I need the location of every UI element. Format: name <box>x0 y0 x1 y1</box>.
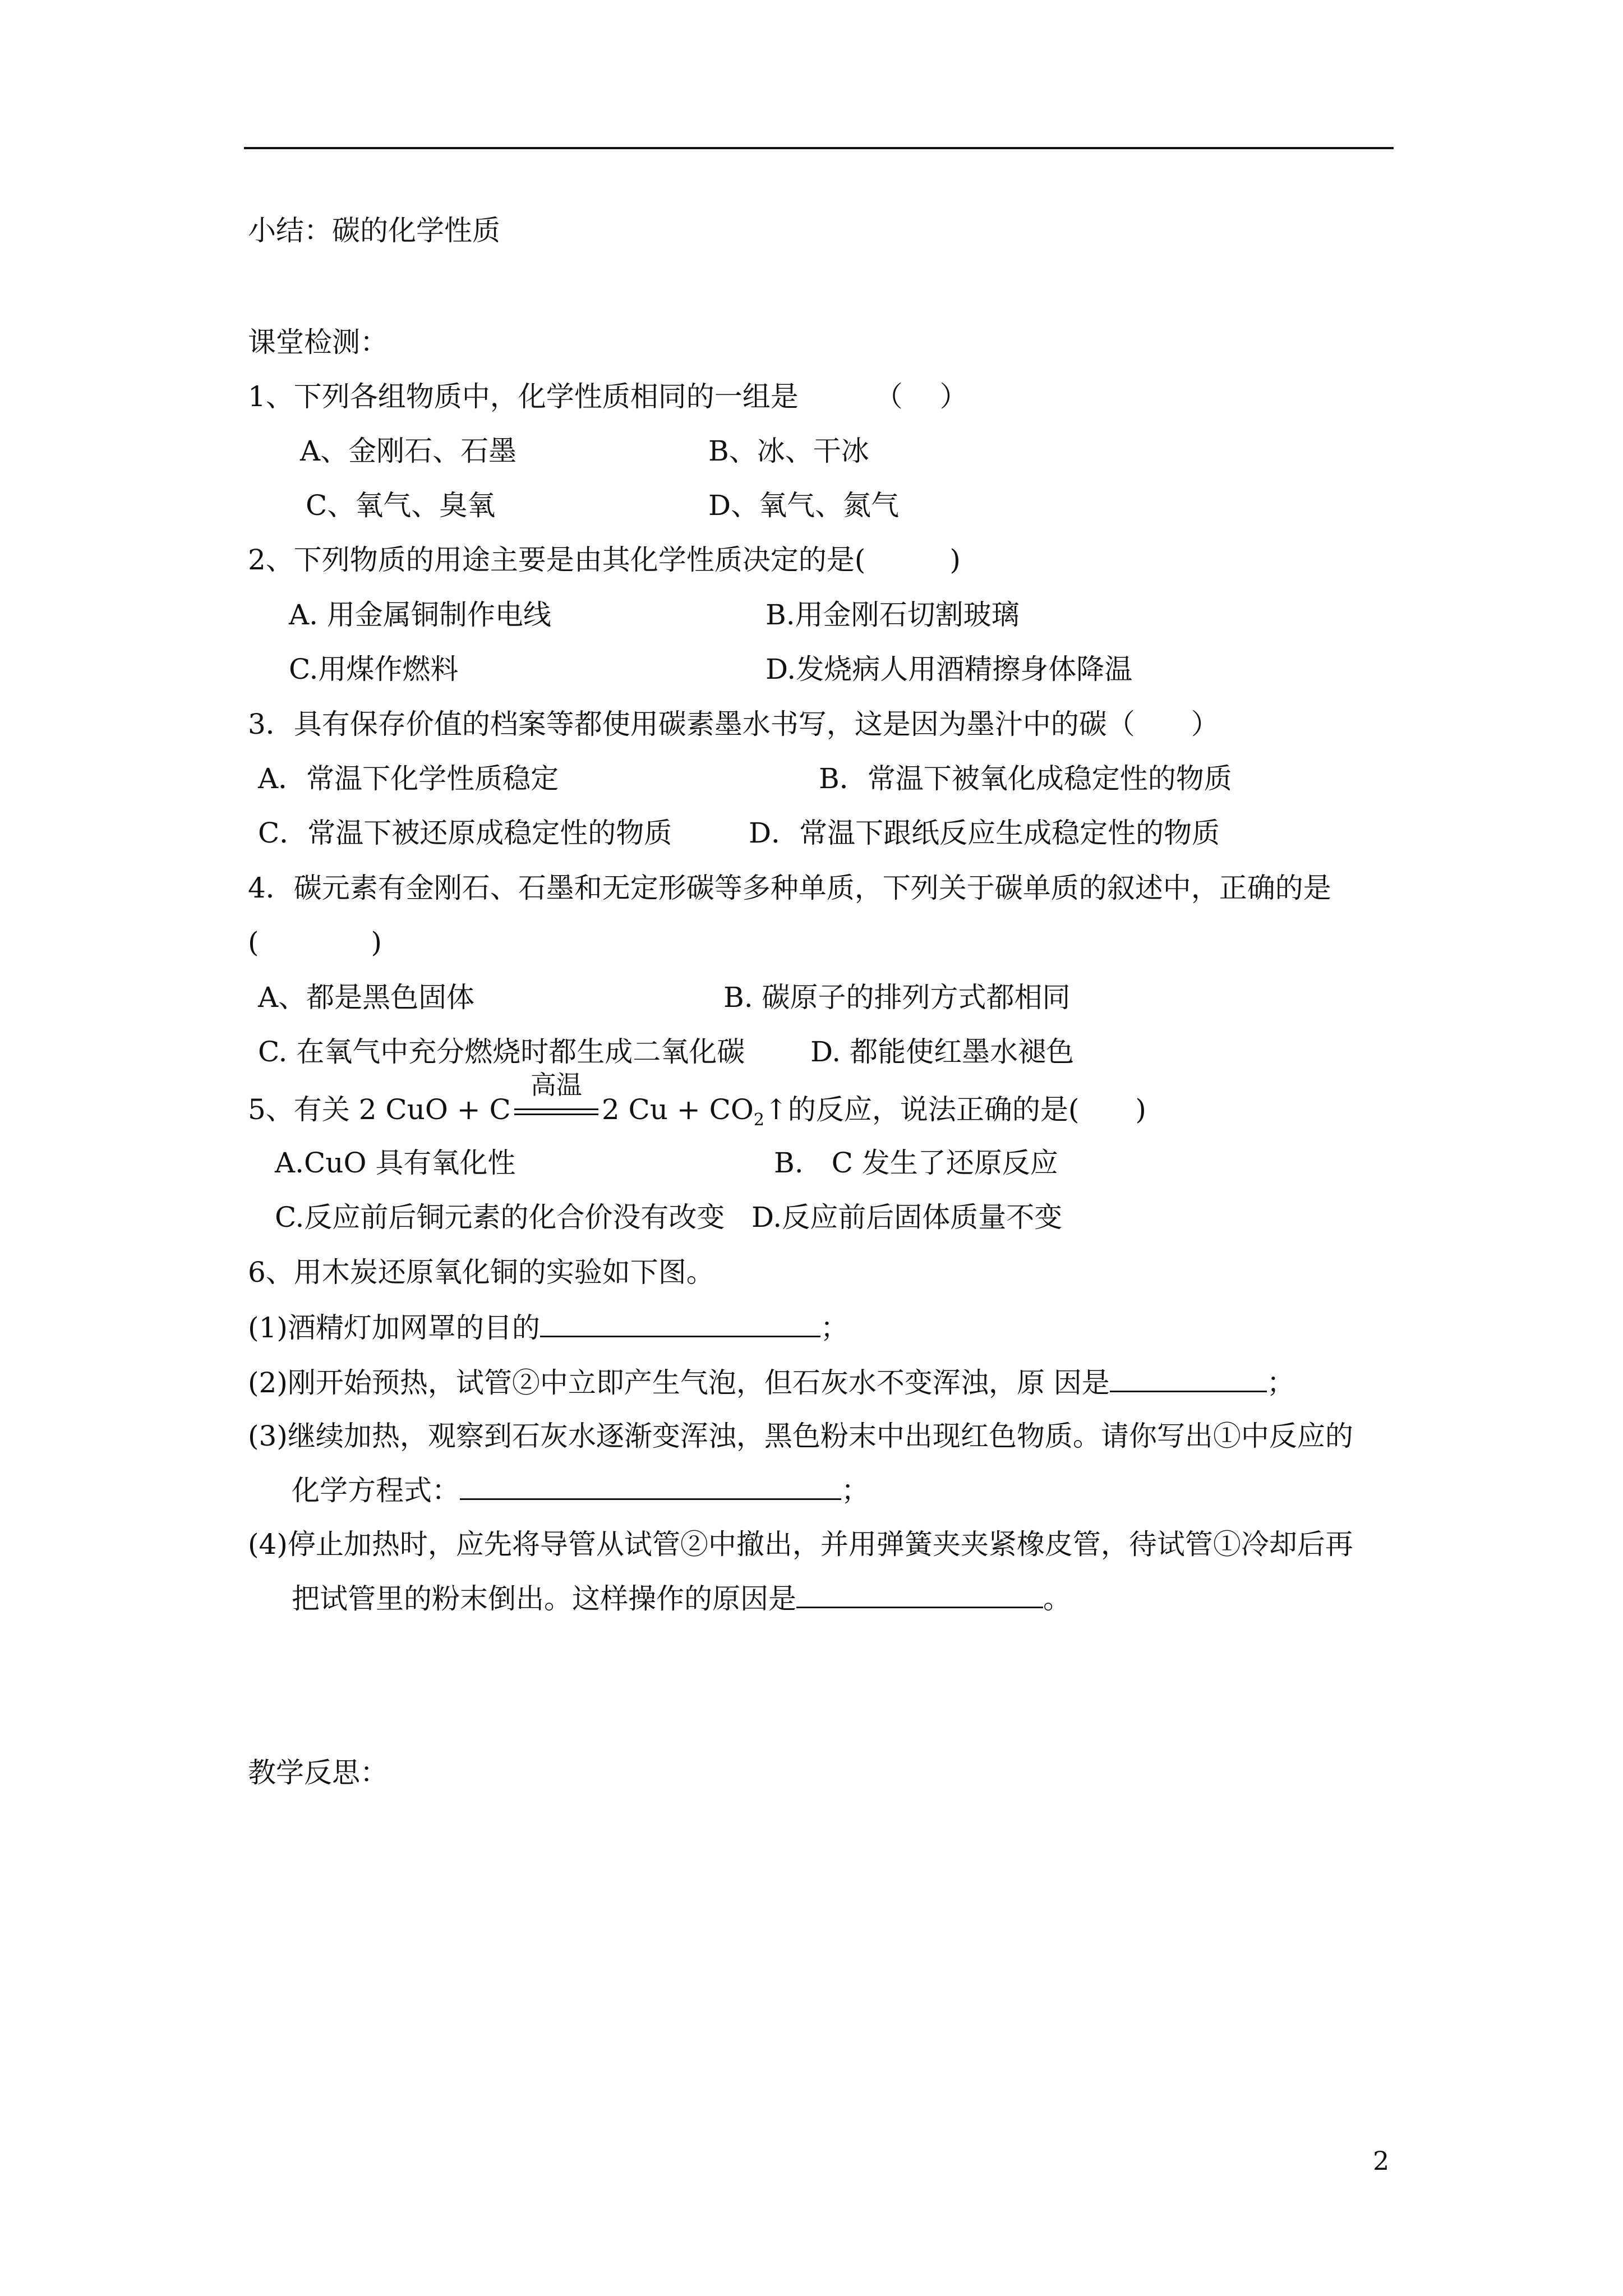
q1-option-c: C、氧气、臭氧 <box>306 489 496 522</box>
q5-reaction-arrow <box>511 1070 602 1126</box>
q3-stem: 3．具有保存价值的档案等都使用碳素墨水书写，这是因为墨汁中的碳（ ） <box>248 708 1219 740</box>
q6-part4-answer-blank[interactable] <box>796 1581 1043 1608</box>
q5-equals-sign <box>514 1108 598 1115</box>
q3-option-d: D．常温下跟纸反应生成稳定性的物质 <box>749 817 1220 849</box>
page-number: 2 <box>1373 2146 1390 2176</box>
q4-option-d: D. 都能使红墨水褪色 <box>810 1036 1075 1068</box>
q6-part4-line2 <box>292 1581 1071 1616</box>
q5-option-a: A.CuO 具有氧化性 <box>275 1147 516 1179</box>
q6-stem: 6、用木炭还原氧化铜的实验如下图。 <box>248 1256 714 1289</box>
q6-part3-text: 化学方程式： <box>292 1474 460 1507</box>
q1-paren: （ ） <box>874 380 968 413</box>
q3-option-c: C．常温下被还原成稳定性的物质 <box>258 817 672 849</box>
q3-option-b: B．常温下被氧化成稳定性的物质 <box>819 762 1232 795</box>
q4-option-c: C. 在氧气中充分燃烧时都生成二氧化碳 <box>258 1036 745 1068</box>
q5-subscript: 2 <box>753 1110 764 1130</box>
q2-option-d: D.发烧病人用酒精擦身体降温 <box>766 653 1133 685</box>
q2-stem: 2、下列物质的用途主要是由其化学性质决定的是( ) <box>248 544 961 576</box>
q6-part2 <box>248 1365 1295 1400</box>
q2-option-a: A. 用金属铜制作电线 <box>289 599 551 631</box>
header-rule <box>244 147 1394 149</box>
q6-part3-line1: (3)继续加热，观察到石灰水逐渐变浑浊，黑色粉末中出现红色物质。请你写出①中反应的 <box>248 1420 1353 1452</box>
summary-line: 小结：碳的化学性质 <box>248 214 500 247</box>
q5-option-d: D.反应前后固体质量不变 <box>751 1201 1063 1234</box>
q5-condition: 高温 <box>530 1070 582 1100</box>
q6-part1-answer-blank[interactable] <box>540 1310 820 1337</box>
q6-part1 <box>248 1310 849 1345</box>
q1-option-d: D、氧气、氮气 <box>708 489 900 522</box>
q5-suffix: ↑的反应，说法正确的是( ) <box>764 1093 1146 1126</box>
q6-part2-text: (2)刚开始预热，试管②中立即产生气泡，但石灰水不变浑浊，原 因是 <box>248 1366 1110 1399</box>
q6-part3-end: ； <box>841 1474 869 1507</box>
q1-option-a: A、金刚石、石墨 <box>300 435 517 467</box>
q6-part1-end: ； <box>820 1312 849 1344</box>
q1-stem <box>248 380 968 413</box>
q2-option-c: C.用煤作燃料 <box>289 653 459 685</box>
q5-products: 2 Cu + CO <box>601 1093 754 1126</box>
q5-reactants: 5、有关 2 CuO + C <box>248 1093 511 1126</box>
q6-part4-text: 把试管里的粉末倒出。这样操作的原因是 <box>292 1582 796 1615</box>
q6-part2-answer-blank[interactable] <box>1110 1365 1267 1392</box>
q5-option-b: B. C 发生了还原反应 <box>774 1147 1058 1179</box>
q4-option-a: A、都是黑色固体 <box>258 981 475 1014</box>
q3-option-a: A．常温下化学性质稳定 <box>258 762 559 795</box>
q5-option-c: C.反应前后铜元素的化合价没有改变 <box>275 1201 725 1234</box>
q6-part4-line1: (4)停止加热时，应先将导管从试管②中撤出，并用弹簧夹夹紧橡皮管，待试管①冷却后再 <box>248 1528 1353 1561</box>
q1-stem-text: 1、下列各组物质中，化学性质相同的一组是 <box>248 380 799 413</box>
q4-option-b: B. 碳原子的排列方式都相同 <box>723 981 1071 1014</box>
q6-part3-line2 <box>292 1473 869 1507</box>
q6-part2-end: ； <box>1266 1366 1295 1399</box>
q4-stem: 4．碳元素有金刚石、石墨和无定形碳等多种单质，下列关于碳单质的叙述中，正确的是 <box>248 872 1331 904</box>
q1-option-b: B、冰、干冰 <box>708 435 869 467</box>
section-title: 课堂检测： <box>248 326 388 358</box>
q2-option-b: B.用金刚石切割玻璃 <box>766 599 1020 631</box>
q5-stem <box>248 1070 1146 1137</box>
q6-part1-text: (1)酒精灯加网罩的目的 <box>248 1312 540 1344</box>
q6-part3-answer-blank[interactable] <box>460 1473 841 1500</box>
q4-paren: ( ) <box>248 926 382 959</box>
reflection-heading: 教学反思： <box>248 1756 388 1789</box>
q6-part4-end: 。 <box>1043 1582 1071 1615</box>
